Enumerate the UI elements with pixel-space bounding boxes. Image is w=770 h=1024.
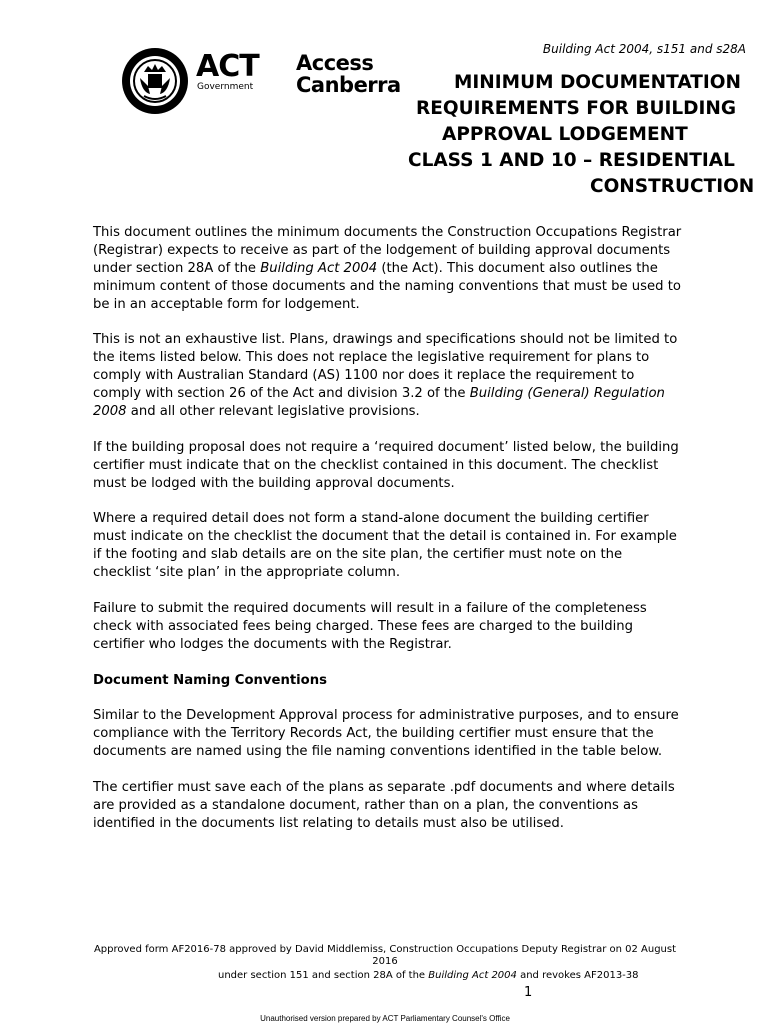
p2-text-a: This is not an exhaustive list. Plans, drawings and specifications should not be limited to the items listed below. This does not replace the legislative requirement for plans to comply with Australian Standard (AS) 1100 nor does it replace the requirement to comply with section 26 of the Act and division 3.2 of the <box>93 332 678 402</box>
page-number: 1 <box>524 985 533 1000</box>
paragraph-naming: Similar to the Development Approval process for administrative purposes, and to ensure compliance with the Territory Records Act, the building certifier must ensure that the documents are named using the file naming conventions identified in the table below. <box>93 708 679 760</box>
act-seal-icon <box>120 46 190 116</box>
footer-approved-form: Approved form AF2016-78 approved by David Middlemiss, Construction Occupations Deputy Registrar on 02 August 2016 <box>93 944 677 967</box>
p2-regulation-name: Building (General) Regulation 2008 <box>93 386 665 420</box>
footer-under-text-a: under section 151 and section 28A of the <box>218 970 429 981</box>
access-canberra-logo <box>296 51 401 104</box>
footer-act-name: Building Act 2004 <box>428 970 517 981</box>
p1-text-b: (the Act). This document also outlines the minimum content of those documents and the naming conventions that must be used to be in an acceptable form for lodgement. <box>93 260 681 312</box>
legislation-reference: Building Act 2004, s151 and s28A <box>542 42 746 56</box>
paragraph-not-exhaustive <box>93 331 683 421</box>
title-line-5: CONSTRUCTION <box>590 176 755 197</box>
title-line-3: APPROVAL LODGEMENT <box>442 124 688 145</box>
title-line-4: CLASS 1 AND 10 – RESIDENTIAL <box>408 150 735 171</box>
paragraph-required-detail: Where a required detail does not form a stand-alone document the building certifier must indicate on the checklist the document that the detail is contained in. For example if the footing and slab details are on the site plan, the certifier must note on the checklist ‘site plan’ in the appropriate column. <box>93 511 677 581</box>
logo-act-text: ACT <box>196 49 259 84</box>
unauthorised-notice: Unauthorised version prepared by ACT Parliamentary Counsel's Office <box>260 1014 510 1023</box>
logo-government-text: Government <box>197 82 254 92</box>
p1-act-name: Building Act 2004 <box>260 260 378 276</box>
paragraph-purpose <box>93 224 683 314</box>
paragraph-pdf: The certifier must save each of the plans as separate .pdf documents and where details are provided as a standalone document, rather than on a plan, the conventions as identified in the documents list relating to details must also be utilised. <box>93 779 675 831</box>
paragraph-failure: Failure to submit the required documents will result in a failure of the completeness check with associated fees being charged. These fees are charged to the building certifier who lodges the documents with the Registrar. <box>93 600 647 652</box>
act-government-logo <box>118 44 401 120</box>
p2-text-b: and all other relevant legislative provisions. <box>126 404 420 420</box>
title-line-1: MINIMUM DOCUMENTATION <box>454 72 741 93</box>
document-body <box>93 224 683 851</box>
p1-text-a: This document outlines the minimum documents the Construction Occupations Registrar (Registrar) expects to receive as part of the lodgement of building approval documents under section 28A of the <box>93 225 682 276</box>
logo-canberra-text: Canberra <box>296 73 401 97</box>
footer-section-reference <box>218 970 639 982</box>
title-line-2: REQUIREMENTS FOR BUILDING <box>416 98 737 119</box>
document-title <box>400 70 770 200</box>
section-heading-naming: Document Naming Conventions <box>93 672 327 688</box>
paragraph-checklist: If the building proposal does not require a ‘required document’ listed below, the building certifier must indicate that on the checklist contained in this document. The checklist must be lodged with the building approval documents. <box>93 439 679 491</box>
logo-access-text: Access <box>296 51 374 75</box>
footer-under-text-b: and revokes AF2013-38 <box>516 970 639 981</box>
